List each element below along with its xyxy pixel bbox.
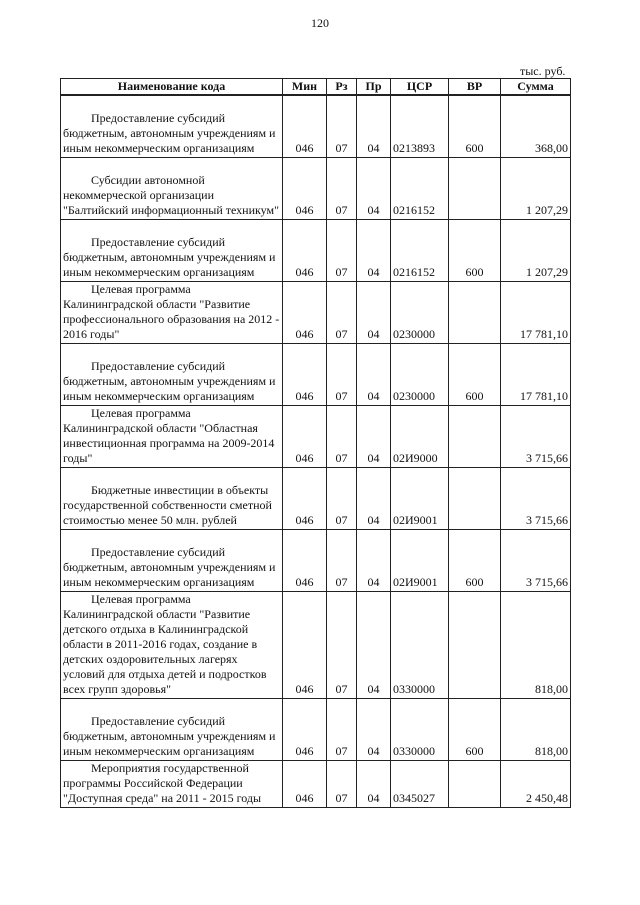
cell-pr: 04	[357, 157, 391, 219]
row-name-text: Целевая программа Калининградской области "Областная инвестиционная программа на 2009-2014 годы"	[63, 405, 275, 465]
cell-rz: 07	[327, 157, 357, 219]
cell-vr	[449, 157, 501, 219]
header-pr: Пр	[357, 79, 391, 96]
cell-sum: 17 781,10	[501, 281, 571, 343]
cell-csr: 0216152	[391, 219, 449, 281]
cell-vr: 600	[449, 219, 501, 281]
cell-pr: 04	[357, 591, 391, 698]
cell-sum: 818,00	[501, 591, 571, 698]
header-sum: Сумма	[501, 79, 571, 96]
table-row	[61, 405, 571, 467]
cell-csr: 0345027	[391, 760, 449, 807]
cell-csr: 0213893	[391, 95, 449, 157]
cell-rz: 07	[327, 591, 357, 698]
header-min: Мин	[283, 79, 327, 96]
cell-min: 046	[283, 343, 327, 405]
table-row	[61, 157, 571, 219]
cell-pr: 04	[357, 343, 391, 405]
cell-vr: 600	[449, 343, 501, 405]
cell-pr: 04	[357, 467, 391, 529]
cell-min: 046	[283, 95, 327, 157]
table-row	[61, 281, 571, 343]
cell-pr: 04	[357, 760, 391, 807]
cell-vr	[449, 405, 501, 467]
row-name-text: Предоставление субсидий бюджетным, автономным учреждениям и иным некоммерческим организациям	[63, 544, 276, 589]
cell-csr: 0330000	[391, 591, 449, 698]
cell-pr: 04	[357, 281, 391, 343]
cell-name	[61, 760, 283, 807]
cell-rz: 07	[327, 405, 357, 467]
table-row	[61, 591, 571, 698]
cell-vr	[449, 760, 501, 807]
cell-sum: 3 715,66	[501, 529, 571, 591]
cell-csr: 02И9001	[391, 467, 449, 529]
cell-vr: 600	[449, 529, 501, 591]
table-row	[61, 760, 571, 807]
row-name-text: Предоставление субсидий бюджетным, автономным учреждениям и иным некоммерческим организациям	[63, 358, 276, 403]
table-row	[61, 467, 571, 529]
page-number: 120	[311, 16, 329, 30]
table-row	[61, 698, 571, 760]
cell-name	[61, 405, 283, 467]
cell-csr: 0330000	[391, 698, 449, 760]
cell-min: 046	[283, 157, 327, 219]
cell-min: 046	[283, 219, 327, 281]
cell-name	[61, 157, 283, 219]
row-name-text: Субсидии автономной некоммерческой организации "Балтийский информационный техникум"	[63, 172, 279, 217]
row-name-text: Бюджетные инвестиции в объекты государственной собственности сметной стоимостью менее 50 млн. рублей	[63, 482, 272, 527]
cell-min: 046	[283, 591, 327, 698]
cell-rz: 07	[327, 281, 357, 343]
header-vr: ВР	[449, 79, 501, 96]
cell-vr	[449, 467, 501, 529]
table-body	[61, 95, 571, 807]
header-name: Наименование кода	[61, 79, 283, 96]
cell-name	[61, 281, 283, 343]
cell-csr: 02И9000	[391, 405, 449, 467]
header-csr: ЦСР	[391, 79, 449, 96]
cell-sum: 3 715,66	[501, 405, 571, 467]
row-name-text: Предоставление субсидий бюджетным, автономным учреждениям и иным некоммерческим организациям	[63, 110, 276, 155]
cell-csr: 0230000	[391, 281, 449, 343]
cell-pr: 04	[357, 529, 391, 591]
table-row	[61, 529, 571, 591]
cell-min: 046	[283, 281, 327, 343]
cell-name	[61, 95, 283, 157]
cell-name	[61, 698, 283, 760]
cell-csr: 02И9001	[391, 529, 449, 591]
cell-name	[61, 529, 283, 591]
table-header-row	[61, 79, 571, 96]
cell-name	[61, 219, 283, 281]
cell-rz: 07	[327, 529, 357, 591]
cell-csr: 0230000	[391, 343, 449, 405]
cell-min: 046	[283, 467, 327, 529]
unit-label: тыс. руб.	[520, 64, 566, 78]
cell-rz: 07	[327, 467, 357, 529]
cell-sum: 818,00	[501, 698, 571, 760]
cell-rz: 07	[327, 219, 357, 281]
table-row	[61, 219, 571, 281]
cell-sum: 1 207,29	[501, 219, 571, 281]
cell-pr: 04	[357, 405, 391, 467]
cell-vr: 600	[449, 95, 501, 157]
cell-vr: 600	[449, 698, 501, 760]
cell-sum: 3 715,66	[501, 467, 571, 529]
row-name-text: Мероприятия государственной программы Российской Федерации "Доступная среда" на 2011 - 2015 годы	[63, 760, 262, 805]
table-row	[61, 95, 571, 157]
cell-rz: 07	[327, 95, 357, 157]
cell-sum: 2 450,48	[501, 760, 571, 807]
header-rz: Рз	[327, 79, 357, 96]
cell-min: 046	[283, 760, 327, 807]
cell-min: 046	[283, 405, 327, 467]
cell-rz: 07	[327, 698, 357, 760]
cell-pr: 04	[357, 219, 391, 281]
cell-min: 046	[283, 529, 327, 591]
cell-vr	[449, 591, 501, 698]
cell-vr	[449, 281, 501, 343]
cell-sum: 17 781,10	[501, 343, 571, 405]
cell-min: 046	[283, 698, 327, 760]
cell-sum: 1 207,29	[501, 157, 571, 219]
cell-name	[61, 467, 283, 529]
cell-pr: 04	[357, 95, 391, 157]
cell-name	[61, 343, 283, 405]
cell-rz: 07	[327, 760, 357, 807]
cell-sum: 368,00	[501, 95, 571, 157]
cell-name	[61, 591, 283, 698]
row-name-text: Целевая программа Калининградской области "Развитие детского отдыха в Калининградской области в 2011-2016 годах, создание в детских оздоровительных лагерях условий для отдыха детей и подростков всех групп здоровья"	[63, 591, 267, 696]
budget-table	[60, 78, 571, 808]
cell-pr: 04	[357, 698, 391, 760]
cell-rz: 07	[327, 343, 357, 405]
table-row	[61, 343, 571, 405]
row-name-text: Предоставление субсидий бюджетным, автономным учреждениям и иным некоммерческим организациям	[63, 713, 276, 758]
cell-csr: 0216152	[391, 157, 449, 219]
row-name-text: Предоставление субсидий бюджетным, автономным учреждениям и иным некоммерческим организациям	[63, 234, 276, 279]
row-name-text: Целевая программа Калининградской области "Развитие профессионального образования на 2012 - 2016 годы"	[63, 281, 280, 341]
